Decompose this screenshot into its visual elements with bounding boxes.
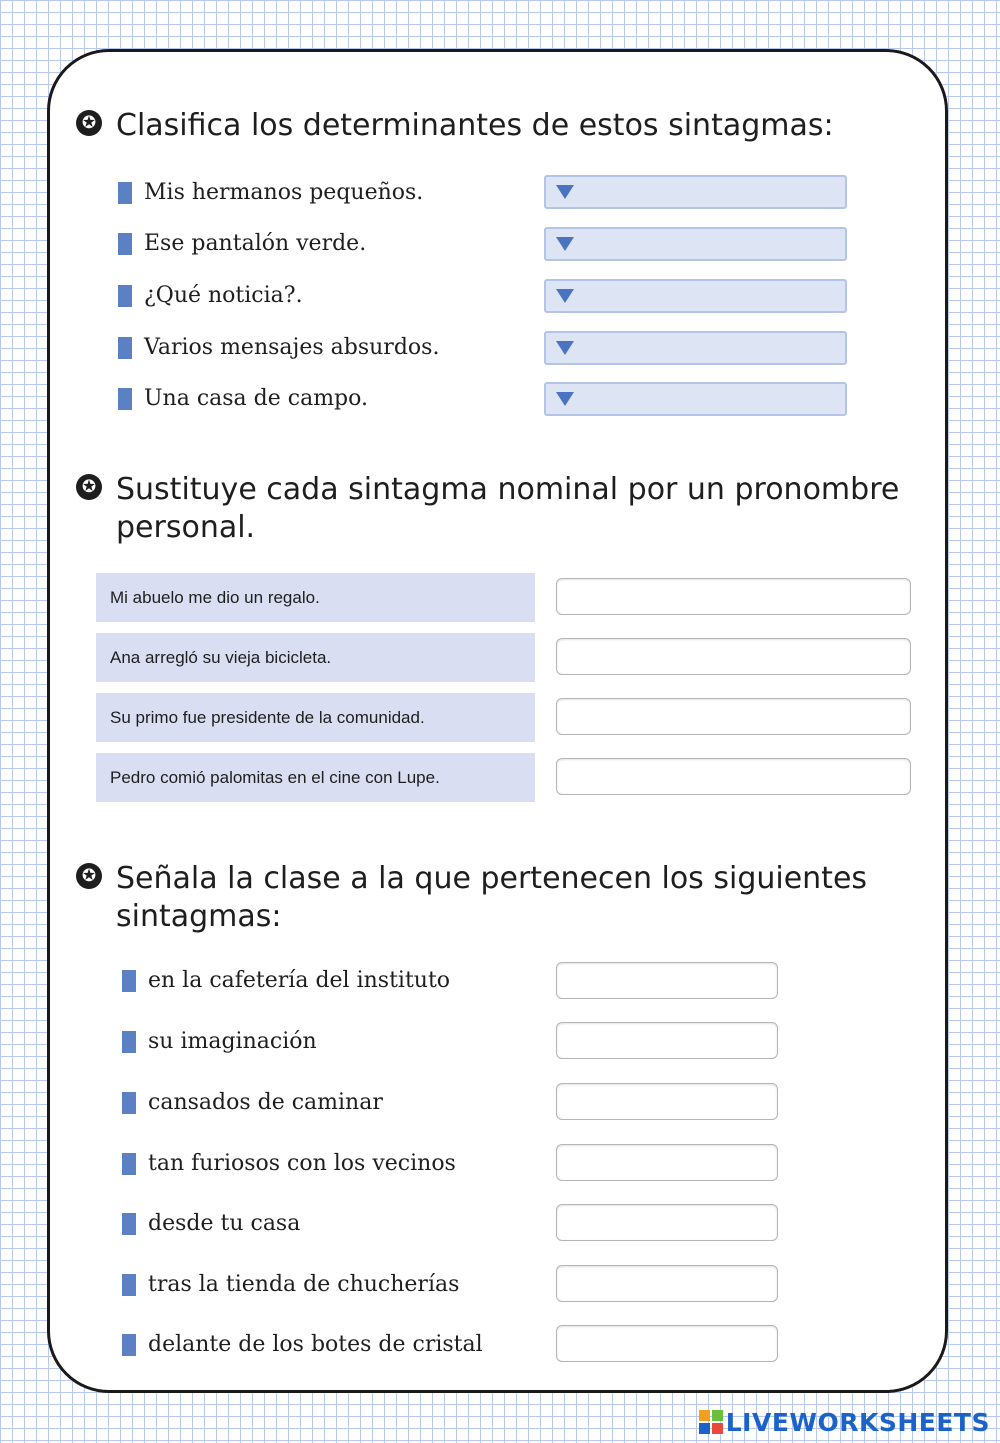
section-title-line-1: Sustituye cada sintagma nominal por un pronombre xyxy=(116,472,900,507)
phrase-label: Varios mensajes absurdos. xyxy=(144,335,440,360)
bullet-square-icon xyxy=(122,1153,136,1175)
triangle-down-icon xyxy=(556,341,574,355)
determiner-dropdown[interactable] xyxy=(544,331,847,365)
bullet-square-icon xyxy=(122,970,136,992)
phrase-label: tras la tienda de chucherías xyxy=(148,1272,460,1297)
phrase-label: en la cafetería del instituto xyxy=(148,968,451,993)
bullet-square-icon xyxy=(122,1334,136,1356)
sentence-label: Ana arregló su vieja bicicleta. xyxy=(96,633,535,682)
bullet-square-icon xyxy=(122,1274,136,1296)
phrase-label: delante de los botes de cristal xyxy=(148,1332,483,1357)
class-input[interactable] xyxy=(556,1144,778,1181)
bullet-square-icon xyxy=(118,233,132,255)
section-title-line-2: sintagmas: xyxy=(116,899,282,934)
bullet-square-icon xyxy=(118,337,132,359)
class-input[interactable] xyxy=(556,1083,778,1120)
bullet-square-icon xyxy=(122,1031,136,1053)
phrase-label: su imaginación xyxy=(148,1029,317,1054)
determiner-dropdown[interactable] xyxy=(544,279,847,313)
triangle-down-icon xyxy=(556,289,574,303)
section-title-line-1: Señala la clase a la que pertenecen los siguientes xyxy=(116,861,868,896)
pronoun-input[interactable] xyxy=(556,638,911,675)
bullet-square-icon xyxy=(122,1213,136,1235)
bullet-square-icon xyxy=(118,285,132,307)
brand-name: LIVEWORKSHEETS xyxy=(725,1407,990,1437)
determiner-dropdown[interactable] xyxy=(544,382,847,416)
class-input[interactable] xyxy=(556,1022,778,1059)
class-input[interactable] xyxy=(556,1204,778,1241)
phrase-label: tan furiosos con los vecinos xyxy=(148,1151,456,1176)
liveworksheets-brand xyxy=(699,1407,990,1437)
bullet-square-icon xyxy=(122,1092,136,1114)
class-input[interactable] xyxy=(556,1325,778,1362)
triangle-down-icon xyxy=(556,237,574,251)
phrase-label: ¿Qué noticia?. xyxy=(144,283,303,308)
star-circle-icon: ✪ xyxy=(76,474,102,500)
section-heading-1 xyxy=(76,107,936,147)
phrase-label: Mis hermanos pequeños. xyxy=(144,180,424,205)
phrase-label: desde tu casa xyxy=(148,1211,301,1236)
pronoun-input[interactable] xyxy=(556,758,911,795)
class-input[interactable] xyxy=(556,1265,778,1302)
section-heading-3 xyxy=(76,860,936,940)
triangle-down-icon xyxy=(556,185,574,199)
section-title-line-2: personal. xyxy=(116,510,256,545)
sentence-label: Pedro comió palomitas en el cine con Lupe. xyxy=(96,753,535,802)
phrase-label: cansados de caminar xyxy=(148,1090,383,1115)
sentence-label: Su primo fue presidente de la comunidad. xyxy=(96,693,535,742)
sentence-label: Mi abuelo me dio un regalo. xyxy=(96,573,535,622)
bullet-square-icon xyxy=(118,182,132,204)
star-circle-icon: ✪ xyxy=(76,110,102,136)
pronoun-input[interactable] xyxy=(556,698,911,735)
determiner-dropdown[interactable] xyxy=(544,175,847,209)
determiner-dropdown[interactable] xyxy=(544,227,847,261)
pronoun-input[interactable] xyxy=(556,578,911,615)
triangle-down-icon xyxy=(556,392,574,406)
section-heading-2 xyxy=(76,471,936,551)
bullet-square-icon xyxy=(118,388,132,410)
class-input[interactable] xyxy=(556,962,778,999)
phrase-label: Ese pantalón verde. xyxy=(144,231,367,256)
section-title: Clasifica los determinantes de estos sintagmas: xyxy=(116,108,834,143)
liveworksheets-logo-icon xyxy=(699,1410,723,1434)
phrase-label: Una casa de campo. xyxy=(144,386,368,411)
star-circle-icon: ✪ xyxy=(76,863,102,889)
